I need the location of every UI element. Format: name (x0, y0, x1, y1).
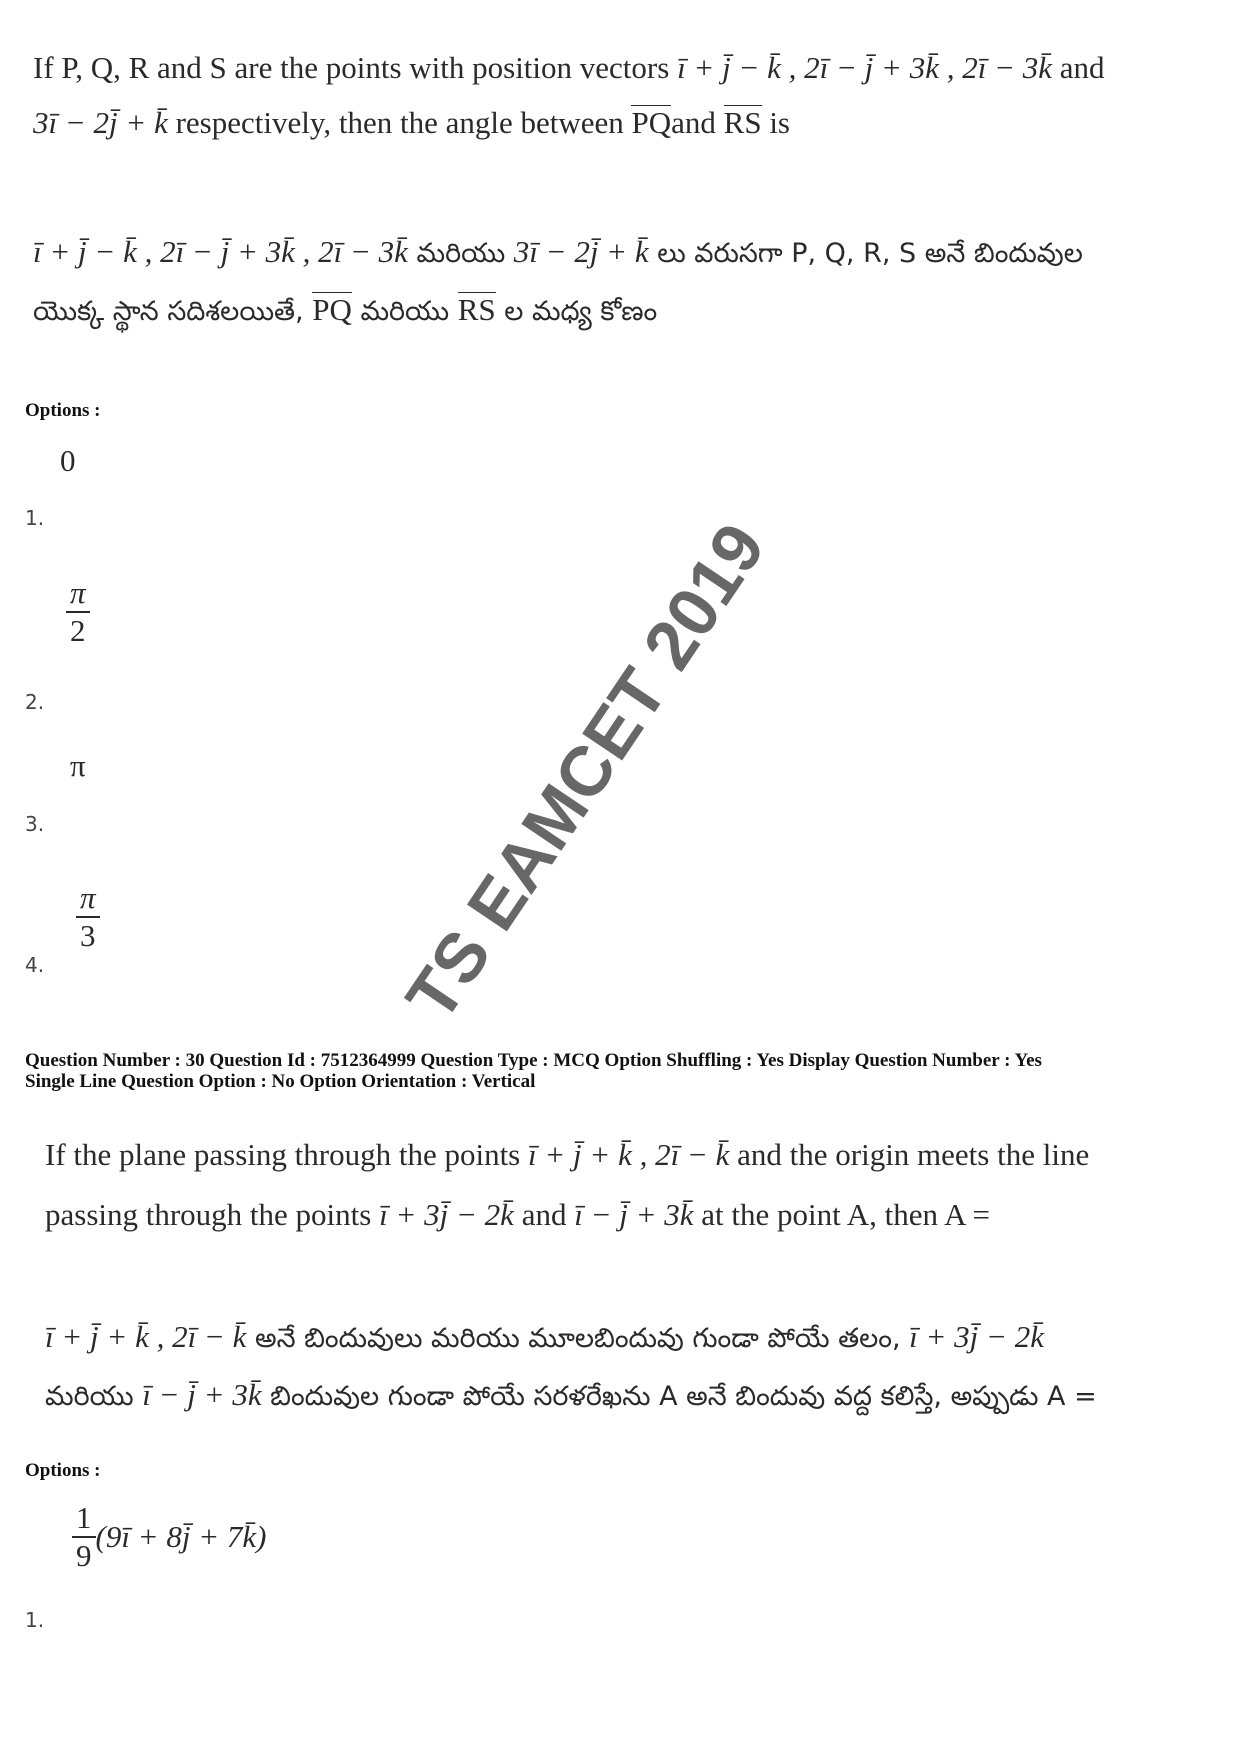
q29-options-label: Options : (25, 400, 101, 421)
q29-te-line2 (33, 292, 657, 332)
q29-option4-value[interactable] (76, 880, 100, 954)
q29-option2-value[interactable] (66, 575, 90, 649)
q29-te-line1-mid: మరియు (416, 238, 506, 269)
q30-te-line1 (45, 1317, 1044, 1359)
q29-vec-rs: RS (723, 105, 762, 140)
q30-meta-line1: Question Number : 30 Question Id : 7512364999 Question Type : MCQ Option Shuffling : Yes Display Question Number : Yes (25, 1050, 1042, 1071)
q29-option4-frac-den: 3 (76, 916, 100, 954)
q29-en-line2-vec: 3ī − 2j̄ + k̄ (33, 105, 168, 140)
q29-and-word: and (671, 105, 716, 140)
q29-te-line1-post: లు వరుసగా P, Q, R, S అనే బిందువుల (657, 238, 1083, 269)
q30-en-line2-vec2: ī − j̄ + 3k̄ (574, 1197, 694, 1232)
q29-option3-number: 3. (25, 812, 45, 836)
q30-en-line2-pre: passing through the points (45, 1197, 372, 1232)
q30-te-line2 (45, 1375, 1097, 1417)
q29-option3-value[interactable]: π (70, 748, 86, 783)
q30-en-line2-post: at the point A, then A = (701, 1197, 990, 1232)
q29-te-line2-and: మరియు (360, 296, 450, 327)
q29-line2 (33, 103, 790, 143)
q29-te-line2-pre: యొక్క స్థాన సదిశలయితే, (33, 296, 304, 327)
q30-line1 (45, 1135, 1089, 1175)
q30-meta-line2: Single Line Question Option : No Option Orientation : Vertical (25, 1071, 536, 1092)
q29-option4-frac-num: π (80, 880, 96, 915)
q29-option4-number: 4. (25, 953, 45, 977)
q30-te-line2-pre: మరియు (45, 1381, 134, 1412)
q30-en-line2-vec: ī + 3j̄ − 2k̄ (379, 1197, 514, 1232)
q30-option1-frac-num: 1 (76, 1500, 92, 1535)
q29-option2-frac-num: π (70, 575, 86, 610)
q29-te-vec-rs: RS (457, 292, 496, 327)
q29-te-line1 (33, 232, 1083, 274)
q29-en-line2-mid: respectively, then the angle between (175, 105, 624, 140)
q29-en-line1-post: and (1059, 50, 1105, 85)
q29-option2-frac-den: 2 (66, 611, 90, 649)
q30-en-line1-pre: If the plane passing through the points (45, 1137, 521, 1172)
q29-te-line1-vec: ī + j̄ − k̄ , 2ī − j̄ + 3k̄ , 2ī − 3k̄ (33, 234, 408, 269)
q29-en-line1-pre: If P, Q, R and S are the points with position vectors (33, 50, 670, 85)
q30-option1-expr: (9ī + 8j̄ + 7k̄) (95, 1519, 267, 1554)
q29-vec-pq: PQ (631, 105, 672, 140)
q30-te-line1-vec: ī + j̄ + k̄ , 2ī − k̄ (45, 1319, 247, 1354)
q30-te-line1-vec2: ī + 3j̄ − 2k̄ (909, 1319, 1044, 1354)
q29-is-word: is (769, 105, 790, 140)
q30-option1-value[interactable] (72, 1500, 266, 1574)
q30-te-line2-post: బిందువుల గుండా పోయే సరళరేఖను A అనే బిందువు వద్ద కలిస్తే, అప్పుడు A = (270, 1381, 1097, 1412)
q29-en-line1-vec: ī + j̄ − k̄ , 2ī − j̄ + 3k̄ , 2ī − 3k̄ (677, 50, 1052, 85)
q30-line2 (45, 1195, 990, 1235)
q30-te-line2-vec: ī − j̄ + 3k̄ (142, 1377, 262, 1412)
q29-te-line2-post: ల మధ్య కోణం (504, 296, 658, 327)
q29-option2-number: 2. (25, 690, 45, 714)
q29-option1-number: 1. (25, 506, 45, 530)
q29-option1-value[interactable]: 0 (60, 443, 76, 478)
q30-en-line1-vec: ī + j̄ + k̄ , 2ī − k̄ (528, 1137, 730, 1172)
q29-te-vec-pq: PQ (312, 292, 352, 327)
q30-option1-frac-den: 9 (72, 1536, 96, 1574)
q30-te-line1-mid: అనే బిందువులు మరియు మూలబిందువు గుండా పోయే తలం, (254, 1323, 901, 1354)
watermark: TS EAMCET 2019 (391, 509, 780, 1034)
q30-options-label: Options : (25, 1460, 101, 1481)
q30-en-line2-and: and (521, 1197, 567, 1232)
q30-option1-number: 1. (25, 1608, 45, 1632)
q30-en-line1-post: and the origin meets the line (737, 1137, 1090, 1172)
q29-te-line1-vec2: 3ī − 2j̄ + k̄ (513, 234, 649, 269)
q29-line1 (33, 48, 1105, 88)
